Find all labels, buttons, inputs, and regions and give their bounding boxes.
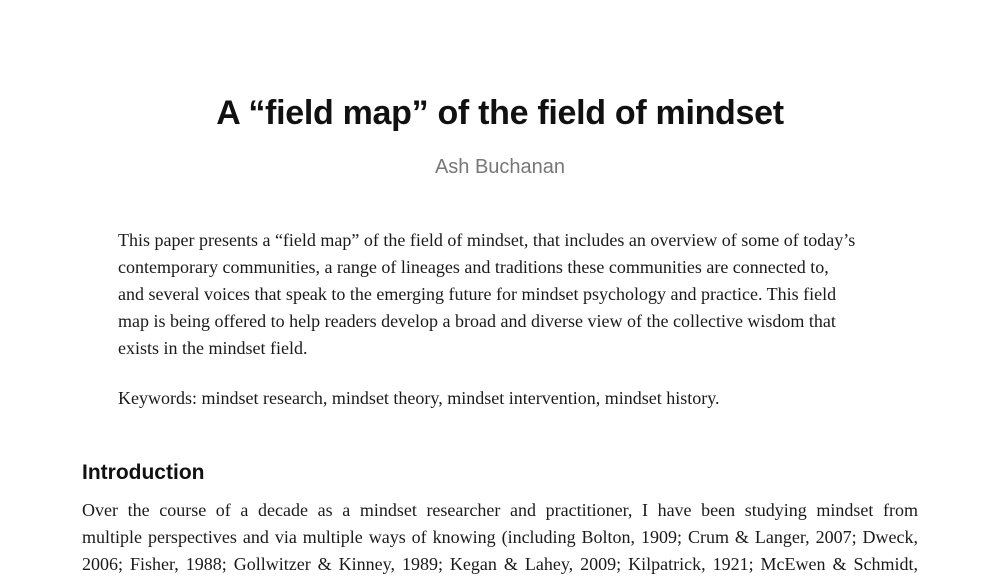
body-line: multiple perspectives and via multiple ways of knowing (including Bolton, 1909; Crum & Langer, 2007; Dweck,: [82, 527, 918, 547]
author-name: Ash Buchanan: [434, 156, 566, 178]
body-line: 2006; Fisher, 1988; Gollwitzer & Kinney, 1989; Kegan & Lahey, 2009; Kilpatrick, 1921; McEwen & Schmidt,: [82, 554, 918, 574]
abstract-line: map is being offered to help readers develop a broad and diverse view of the collective wisdom that: [118, 311, 836, 331]
introduction-body: [82, 497, 918, 578]
section-heading-introduction: Introduction: [82, 461, 205, 484]
abstract-line: and several voices that speak to the emerging future for mindset psychology and practice. This field: [118, 284, 837, 304]
paper-title: A “field map” of the field of mindset: [216, 94, 784, 132]
abstract-line: contemporary communities, a range of lineages and traditions these communities are connected to,: [118, 257, 829, 277]
body-line: Over the course of a decade as a mindset researcher and practitioner, I have been studying mindset from: [82, 500, 918, 520]
abstract-line: exists in the mindset field.: [118, 338, 308, 358]
abstract: [118, 227, 886, 362]
keywords: Keywords: mindset research, mindset theory, mindset intervention, mindset history.: [118, 388, 720, 408]
abstract-line: This paper presents a “field map” of the field of mindset, that includes an overview of some of today’s: [118, 230, 856, 250]
